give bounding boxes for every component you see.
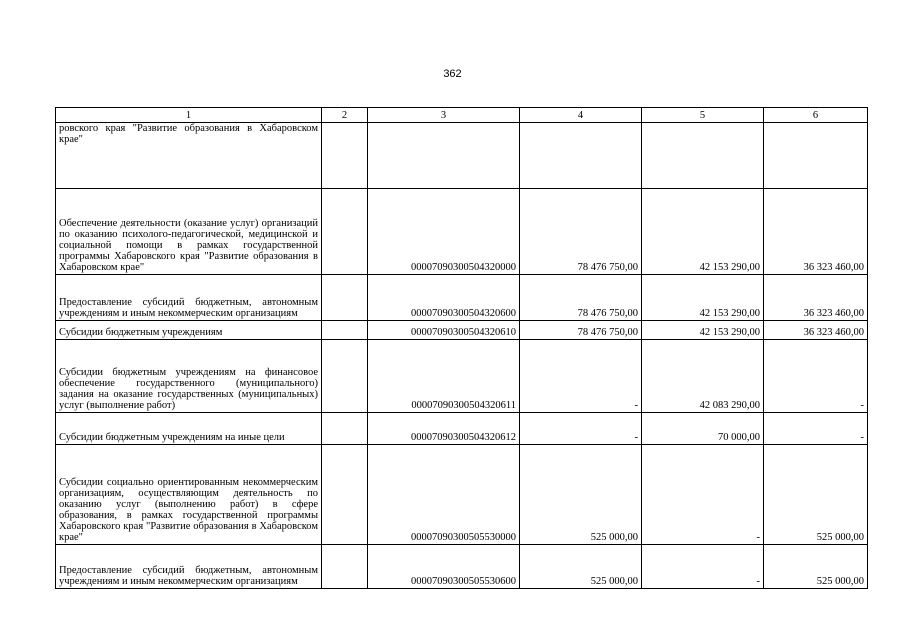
row-value-6: -	[764, 413, 868, 445]
table-row	[56, 321, 868, 340]
row-value-6: 525 000,00	[764, 445, 868, 545]
column-header: 5	[642, 108, 764, 123]
row-value-5: 42 153 290,00	[642, 275, 764, 321]
row-description: Субсидии бюджетным учреждениям на иные цели	[56, 413, 322, 445]
row-code: 00007090300505530000	[368, 445, 520, 545]
table-row	[56, 275, 868, 321]
row-description: Субсидии социально ориентированным некоммерческим организациям, осуществляющим деятельность по оказанию услуг (выполнению работ) в сфере образования, в рамках государственной программы Хабаровского края "Развитие образования в Хабаровском крае"	[56, 445, 322, 545]
row-value-5: -	[642, 545, 764, 589]
row-value-6: 36 323 460,00	[764, 275, 868, 321]
row-value-6: 36 323 460,00	[764, 321, 868, 340]
row-value-4: 525 000,00	[520, 545, 642, 589]
table-row	[56, 123, 868, 189]
table-row	[56, 445, 868, 545]
table-row	[56, 340, 868, 413]
row-value-5: 70 000,00	[642, 413, 764, 445]
column-header: 6	[764, 108, 868, 123]
column-header: 2	[322, 108, 368, 123]
row-value-6: -	[764, 340, 868, 413]
row-description: Субсидии бюджетным учреждениям на финансовое обеспечение государственного (муниципального) задания на оказание государственных (муниципальных) услуг (выполнение работ)	[56, 340, 322, 413]
column-header: 1	[56, 108, 322, 123]
row-value-4	[520, 123, 642, 189]
row-code: 00007090300504320600	[368, 275, 520, 321]
row-value-5: 42 083 290,00	[642, 340, 764, 413]
table-header-row	[56, 108, 868, 123]
row-value-5	[642, 123, 764, 189]
row-value-4: 525 000,00	[520, 445, 642, 545]
row-col2	[322, 275, 368, 321]
row-code: 00007090300504320000	[368, 189, 520, 275]
table-row	[56, 189, 868, 275]
row-code	[368, 123, 520, 189]
row-value-4: -	[520, 413, 642, 445]
row-col2	[322, 545, 368, 589]
column-header: 4	[520, 108, 642, 123]
budget-table	[55, 107, 868, 589]
row-description: ровского края "Развитие образования в Хабаровском крае"	[56, 123, 322, 189]
page-number: 362	[443, 68, 462, 80]
table-row	[56, 545, 868, 589]
row-value-4: 78 476 750,00	[520, 189, 642, 275]
row-description: Обеспечение деятельности (оказание услуг) организаций по оказанию психолого-педагогической, медицинской и социальной помощи в рамках государственной программы Хабаровского края "Развитие образования в Хабаровском крае"	[56, 189, 322, 275]
row-value-6: 525 000,00	[764, 545, 868, 589]
row-value-5: 42 153 290,00	[642, 189, 764, 275]
row-value-6	[764, 123, 868, 189]
row-code: 00007090300505530600	[368, 545, 520, 589]
row-value-5: 42 153 290,00	[642, 321, 764, 340]
table-row	[56, 413, 868, 445]
row-value-4: 78 476 750,00	[520, 275, 642, 321]
row-code: 00007090300504320610	[368, 321, 520, 340]
row-col2	[322, 340, 368, 413]
column-header: 3	[368, 108, 520, 123]
row-code: 00007090300504320612	[368, 413, 520, 445]
row-col2	[322, 445, 368, 545]
row-value-6: 36 323 460,00	[764, 189, 868, 275]
row-description: Субсидии бюджетным учреждениям	[56, 321, 322, 340]
row-code: 00007090300504320611	[368, 340, 520, 413]
row-col2	[322, 321, 368, 340]
row-value-4: -	[520, 340, 642, 413]
row-description: Предоставление субсидий бюджетным, автономным учреждениям и иным некоммерческим организациям	[56, 545, 322, 589]
row-description: Предоставление субсидий бюджетным, автономным учреждениям и иным некоммерческим организациям	[56, 275, 322, 321]
row-value-4: 78 476 750,00	[520, 321, 642, 340]
row-value-5: -	[642, 445, 764, 545]
row-col2	[322, 413, 368, 445]
row-col2	[322, 189, 368, 275]
row-col2	[322, 123, 368, 189]
